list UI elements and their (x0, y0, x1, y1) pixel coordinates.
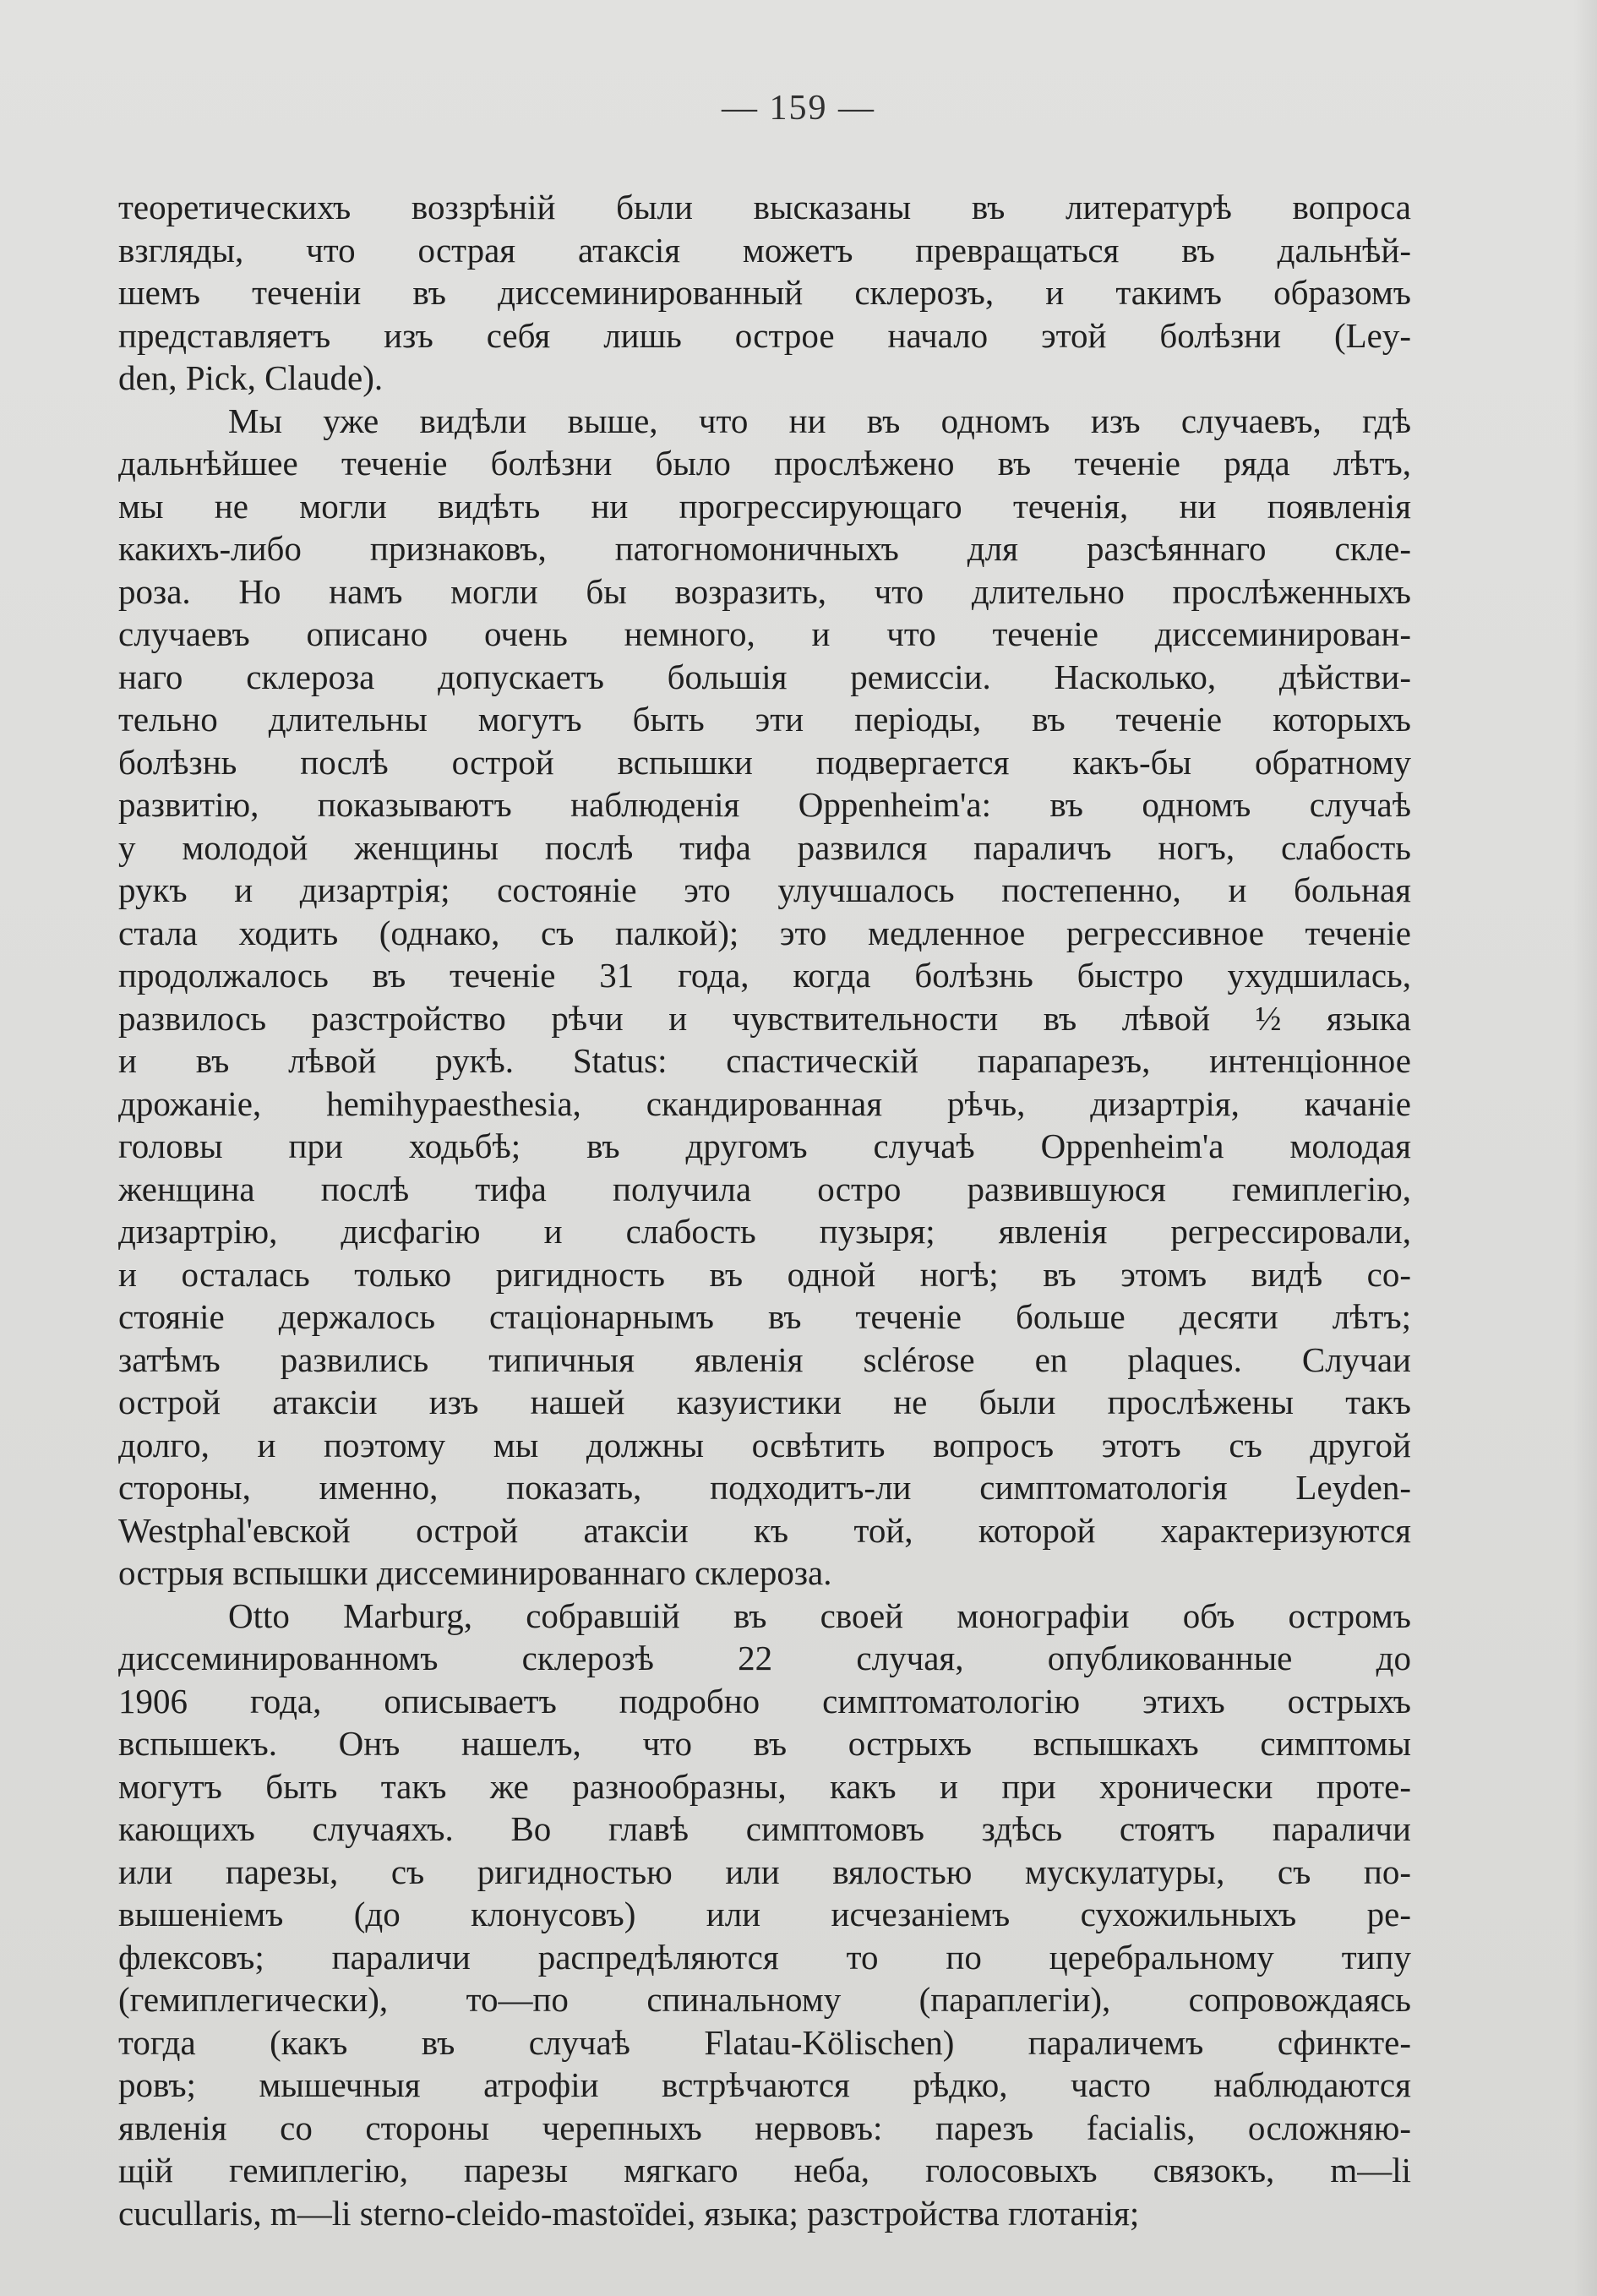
page-number: — 159 — (722, 89, 875, 128)
text-line: cucullaris, m—li sterno-cleido-mastoïdei, языка; разстройства глотанія; (118, 2193, 1140, 2233)
text-line: роза. Но намъ могли бы возразить, что длительно прослѣженныхъ (118, 571, 1411, 611)
text-line: вышеніемъ (до клонусовъ) или исчезаніемъ сухожильныхъ ре- (118, 1895, 1411, 1933)
text-line: женщина послѣ тифа получила остро развившуюся гемиплегію, (118, 1169, 1411, 1208)
text-line: наго склероза допускаетъ большія ремиссіи. Насколько, дѣйстви- (118, 657, 1411, 696)
text-line: развитію, показываютъ наблюденія Oppenheim'а: въ одномъ случаѣ (118, 785, 1411, 824)
text-line: Otto Marburg, собравшій въ своей монографіи объ остромъ (228, 1595, 1411, 1635)
text-line: дизартрію, дисфагію и слабость пузыря; явленія регрессировали, (118, 1212, 1411, 1251)
text-line: случаевъ описано очень немного, и что теченіе диссеминирован- (118, 614, 1411, 653)
text-line: стороны, именно, показать, подходитъ-ли симптоматологія Leyden- (118, 1468, 1411, 1507)
text-line: развилось разстройство рѣчи и чувствительности въ лѣвой ½ языка (118, 998, 1411, 1038)
text-line: флексовъ; параличи распредѣляются то по церебральному типу (118, 1937, 1411, 1977)
text-line: тельно длительны могутъ быть эти періоды, въ теченіе которыхъ (118, 700, 1411, 739)
text-line: 1906 года, описываетъ подробно симптоматологію этихъ острыхъ (118, 1681, 1411, 1721)
text-line: кающихъ случаяхъ. Во главѣ симптомовъ здѣсь стоятъ параличи (118, 1809, 1411, 1848)
text-line: (гемиплегически), то—по спинальному (параплегіи), сопровождаясь (118, 1980, 1411, 2019)
text-line: дрожаніе, hemihypaesthesia, скандированная рѣчь, дизартрія, качаніе (118, 1083, 1411, 1123)
text-line: острыя вспышки диссеминированнаго склероза. (118, 1553, 832, 1592)
text-line: den, Pick, Claude). (118, 358, 384, 397)
text-line: дальнѣйшее теченіе болѣзни было прослѣжено въ теченіе ряда лѣтъ, (118, 444, 1411, 483)
text-line: явленія со стороны черепныхъ нервовъ: парезъ facialis, осложняю- (118, 2108, 1411, 2147)
text-line: теоретическихъ воззрѣній были высказаны въ литературѣ вопроса (118, 188, 1411, 226)
text-line: затѣмъ развились типичныя явленія sclérose en plaques. Случаи (118, 1339, 1411, 1379)
page-edge-shadow (1573, 0, 1597, 2296)
text-line: стояніе держалось стаціонарнымъ въ теченіе больше десяти лѣтъ; (118, 1297, 1411, 1336)
text-line: шемъ теченіи въ диссеминированный склерозъ, и такимъ образомъ (118, 273, 1411, 312)
text-line: головы при ходьбѣ; въ другомъ случаѣ Oppenheim'а молодая (118, 1126, 1411, 1165)
text-line: тогда (какъ въ случаѣ Flatau-Kölischen) параличемъ сфинкте- (118, 2022, 1411, 2062)
text-line: и осталась только ригидность въ одной ногѣ; въ этомъ видѣ со- (118, 1254, 1411, 1294)
text-line: или парезы, съ ригидностью или вялостью мускулатуры, съ по- (118, 1852, 1411, 1891)
text-line: рукъ и дизартрія; состояніе это улучшалось постепенно, и больная (118, 870, 1411, 909)
text-line: ровъ; мышечныя атрофіи встрѣчаются рѣдко, часто наблюдаются (118, 2065, 1411, 2104)
text-line: у молодой женщины послѣ тифа развился параличъ ногъ, слабость (118, 827, 1411, 867)
text-line: болѣзнь послѣ острой вспышки подвергается какъ-бы обратному (118, 742, 1411, 782)
text-line: могутъ быть такъ же разнообразны, какъ и при хронически проте- (118, 1766, 1411, 1806)
text-line: Мы уже видѣли выше, что ни въ одномъ изъ случаевъ, гдѣ (228, 401, 1411, 440)
text-line: взгляды, что острая атаксія можетъ превращаться въ дальнѣй- (118, 230, 1411, 270)
text-line: вспышекъ. Онъ нашелъ, что въ острыхъ вспышкахъ симптомы (118, 1724, 1411, 1763)
body-text (118, 186, 1411, 2234)
text-line: и въ лѣвой рукѣ. Status: спастическій парапарезъ, интенціонное (118, 1041, 1411, 1080)
text-line: щій гемиплегію, парезы мягкаго неба, голосовыхъ связокъ, m—li (118, 2151, 1411, 2190)
text-line: Westphal'евской острой атаксіи къ той, которой характеризуются (118, 1510, 1411, 1550)
text-line: острой атаксіи изъ нашей казуистики не были прослѣжены такъ (118, 1383, 1411, 1421)
text-line: диссеминированномъ склерозѣ 22 случая, опубликованные до (118, 1639, 1411, 1677)
text-line: представляетъ изъ себя лишь острое начало этой болѣзни (Ley- (118, 315, 1411, 355)
text-line: долго, и поэтому мы должны освѣтить вопросъ этотъ съ другой (118, 1425, 1411, 1464)
text-line: какихъ-либо признаковъ, патогномоничныхъ для разсѣяннаго скле- (118, 529, 1411, 568)
text-line: продолжалось въ теченіе 31 года, когда болѣзнь быстро ухудшилась, (118, 956, 1411, 995)
text-line: стала ходить (однако, съ палкой); это медленное регрессивное теченіе (118, 913, 1411, 952)
text-line: мы не могли видѣть ни прогрессирующаго теченія, ни появленія (118, 486, 1411, 526)
